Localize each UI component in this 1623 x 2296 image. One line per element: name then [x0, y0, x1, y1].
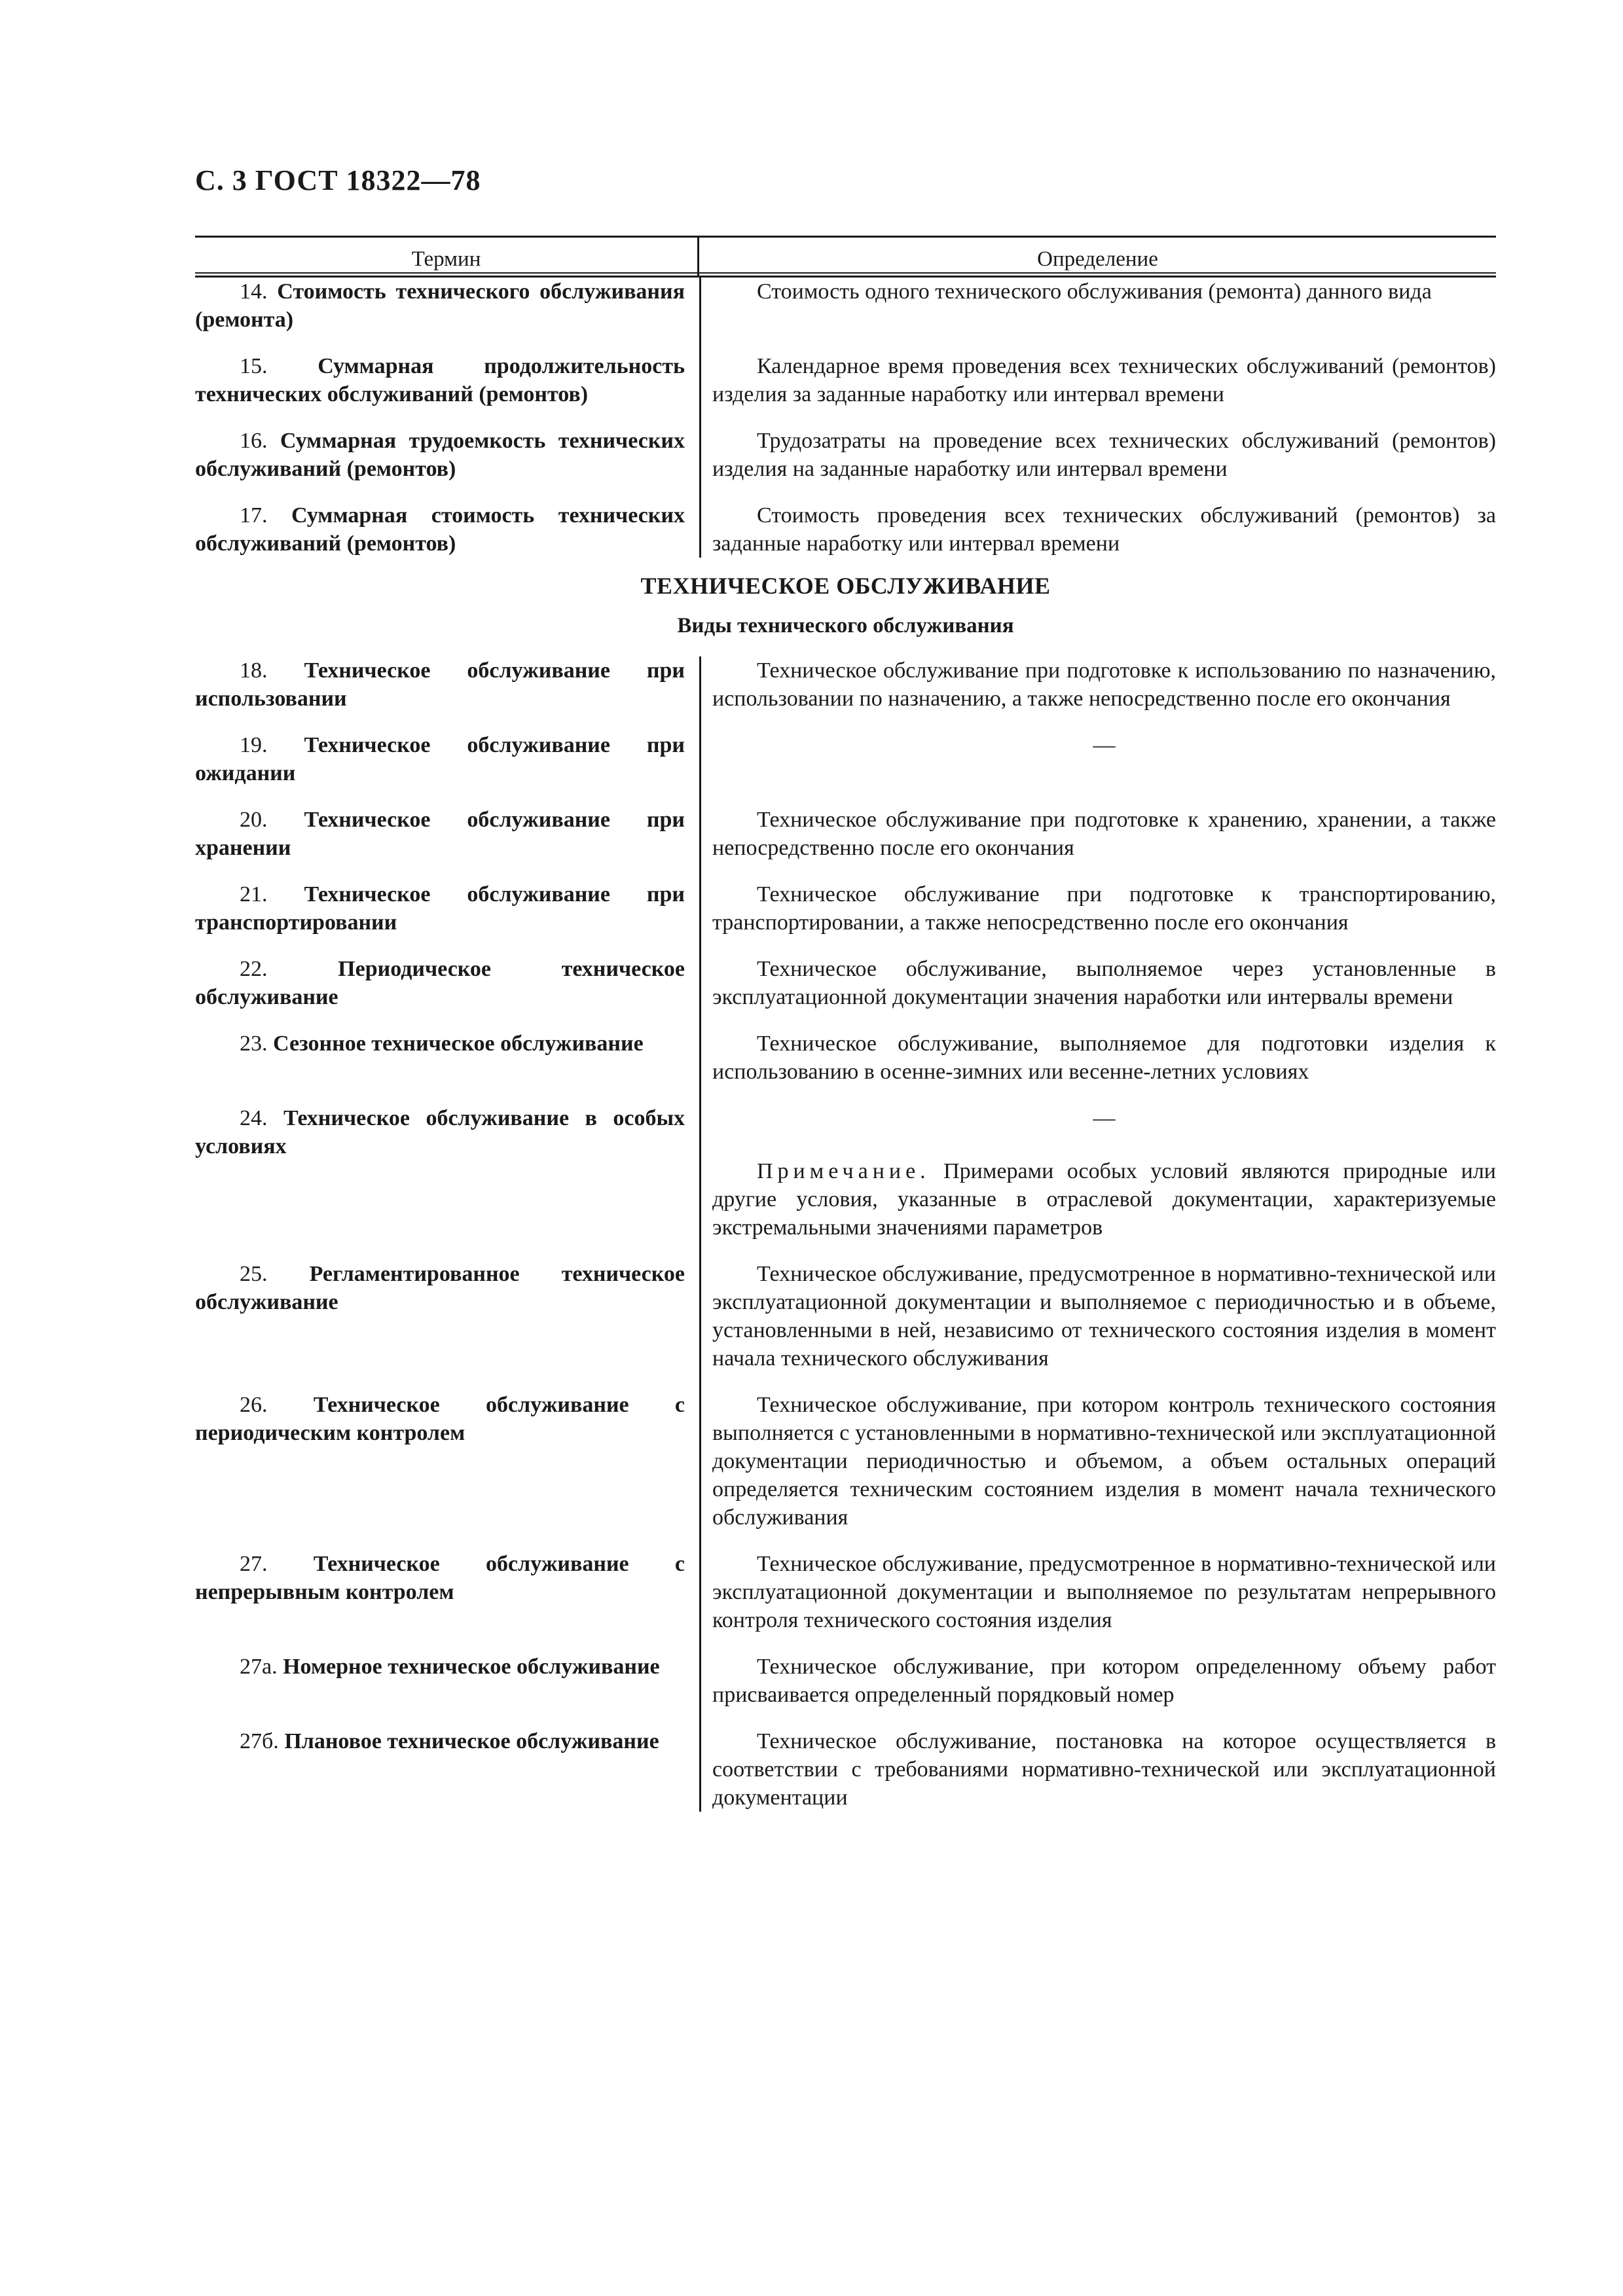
definition-cell [699, 880, 1496, 937]
term-cell [195, 806, 699, 862]
term-number: 17. [240, 503, 268, 528]
definition-cell [699, 656, 1496, 713]
term-name: Техническое обслуживание с непрерывным контролем [195, 1552, 685, 1604]
term-name: Плановое техническое обслуживание [284, 1729, 659, 1753]
table-row [195, 1104, 1496, 1242]
table-row [195, 1030, 1496, 1086]
term-name: Техническое обслуживание в особых условиях [195, 1106, 685, 1158]
term-cell [195, 731, 699, 787]
definition-cell [699, 1030, 1496, 1086]
term-name: Стоимость технического обслуживания (ремонта) [195, 279, 685, 332]
term-number: 27б. [240, 1729, 279, 1753]
term-cell [195, 352, 699, 408]
definition-cell [699, 731, 1496, 787]
rows-group-2 [195, 656, 1496, 1812]
section-title: ТЕХНИЧЕСКОЕ ОБСЛУЖИВАНИЕ [640, 573, 1051, 599]
term-cell [195, 278, 699, 334]
definition-text: Техническое обслуживание, постановка на которое осуществляется в соответствии с требованиями нормативно-технической или эксплуатационной документации [712, 1729, 1496, 1810]
definition-text: Календарное время проведения всех технических обслуживаний (ремонтов) изделия за заданные наработку или интервал времени [712, 354, 1496, 406]
definition-cell [699, 1260, 1496, 1372]
definition-text: Стоимость проведения всех технических обслуживаний (ремонтов) за заданные наработку или интервал времени [712, 503, 1496, 556]
definition-cell [699, 1653, 1496, 1709]
term-cell [195, 1391, 699, 1532]
term-cell [195, 1104, 699, 1242]
term-number: 15. [240, 354, 268, 378]
term-number: 14. [240, 279, 268, 304]
term-number: 16. [240, 429, 268, 453]
term-cell [195, 1550, 699, 1634]
definition-cell [699, 352, 1496, 408]
definition-cell [699, 1104, 1496, 1242]
term-cell [195, 1653, 699, 1709]
term-number: 19. [240, 733, 268, 757]
term-name: Техническое обслуживание с периодическим контролем [195, 1393, 685, 1445]
definition-text: Техническое обслуживание, предусмотренное в нормативно-технической или эксплуатационной документации и выполняемое с периодичностью и в объеме, установленными в ней, независимо от технического состояния изделия в момент начала технического обслуживания [712, 1262, 1496, 1371]
definition-note [699, 1157, 1496, 1242]
table-row [195, 427, 1496, 483]
definition-text: Трудозатраты на проведение всех технических обслуживаний (ремонтов) изделия на заданные наработку или интервал времени [712, 429, 1496, 481]
table-row [195, 955, 1496, 1011]
term-cell [195, 880, 699, 937]
rows-group-1 [195, 278, 1496, 558]
term-name: Сезонное техническое обслуживание [273, 1031, 644, 1056]
table-row [195, 656, 1496, 713]
definition-text: Техническое обслуживание, предусмотренное в нормативно-технической или эксплуатационной документации и выполняемое по результатам непрерывного контроля технического состояния изделия [712, 1552, 1496, 1632]
definition-text: Техническое обслуживание, выполняемое для подготовки изделия к использованию в осенне-зимних или весенне-летних условиях [712, 1031, 1496, 1084]
definition-cell [699, 1550, 1496, 1634]
term-cell [195, 1030, 699, 1086]
table-body-part-2 [195, 656, 1496, 1812]
definition-text: Техническое обслуживание при подготовке к хранению, хранении, а также непосредственно после его окончания [712, 808, 1496, 860]
definition-cell [699, 1391, 1496, 1532]
term-number: 24. [240, 1106, 268, 1130]
term-name: Техническое обслуживание при использовании [195, 658, 685, 711]
definition-cell [699, 1727, 1496, 1812]
term-number: 18. [240, 658, 268, 683]
term-name: Номерное техническое обслуживание [283, 1655, 660, 1679]
table-row [195, 1391, 1496, 1532]
term-cell [195, 1727, 699, 1812]
term-name: Суммарная трудоемкость технических обслуживаний (ремонтов) [195, 429, 685, 481]
term-name: Периодическое техническое обслуживание [195, 957, 685, 1009]
term-cell [195, 501, 699, 558]
section-subtitle: Виды технического обслуживания [677, 614, 1014, 637]
definition-text: — [1093, 1106, 1116, 1130]
table-row [195, 731, 1496, 787]
definition-cell [699, 806, 1496, 862]
term-number: 27а. [240, 1655, 278, 1679]
definition-cell [699, 427, 1496, 483]
term-number: 25. [240, 1262, 268, 1286]
definition-text: — [1093, 733, 1116, 757]
definition-text: Техническое обслуживание, при котором контроль технического состояния выполняется с установленными в нормативно-технической или эксплуатационной документации периодичностью и объемом, а объем остальных операций определяется техническим состоянием изделия в момент начала технического обслуживания [712, 1393, 1496, 1530]
term-cell [195, 656, 699, 713]
definition-text: Техническое обслуживание при подготовке к использованию по назначению, использовании по назначению, а также непосредственно после его окончания [712, 658, 1496, 711]
table-row [195, 501, 1496, 558]
column-divider [699, 656, 701, 1812]
note-label: Примечание. [757, 1159, 930, 1183]
term-cell [195, 427, 699, 483]
page-header: С. 3 ГОСТ 18322—78 [195, 164, 481, 196]
note-text: Примерами особых условий являются природные или другие условия, указанные в отраслевой документации, характеризуемые экстремальными значениями параметров [712, 1159, 1497, 1240]
definition-text: Стоимость одного технического обслуживания (ремонта) данного вида [757, 279, 1432, 304]
table-row [195, 352, 1496, 408]
term-name: Техническое обслуживание при хранении [195, 808, 685, 860]
table-row [195, 1550, 1496, 1634]
term-cell [195, 955, 699, 1011]
definition-text: Техническое обслуживание при подготовке к транспортированию, транспортировании, а также непосредственно после его окончания [712, 882, 1496, 935]
table-row [195, 806, 1496, 862]
table-row [195, 278, 1496, 334]
definition-cell [699, 278, 1496, 334]
column-header-term: Термин [195, 238, 699, 276]
table-row [195, 880, 1496, 937]
table-body-part-1 [195, 278, 1496, 558]
column-divider [699, 278, 701, 558]
term-name: Регламентированное техническое обслуживание [195, 1262, 685, 1314]
term-cell [195, 1260, 699, 1372]
table-header-row [195, 238, 1496, 278]
term-number: 23. [240, 1031, 268, 1056]
definition-cell [699, 955, 1496, 1011]
table-row [195, 1653, 1496, 1709]
table-row [195, 1727, 1496, 1812]
term-name: Суммарная стоимость технических обслуживаний (ремонтов) [195, 503, 685, 556]
term-name: Техническое обслуживание при ожидании [195, 733, 685, 785]
term-name: Суммарная продолжительность технических обслуживаний (ремонтов) [195, 354, 685, 406]
term-number: 22. [240, 957, 268, 981]
definition-text: Техническое обслуживание, выполняемое через установленные в эксплуатационной документации значения наработки или интервалы времени [712, 957, 1496, 1009]
terms-table [195, 236, 1496, 1812]
term-number: 21. [240, 882, 268, 906]
definition-text: Техническое обслуживание, при котором определенному объему работ присваивается определенный порядковый номер [712, 1655, 1496, 1707]
column-header-definition: Определение [1037, 247, 1158, 271]
term-number: 27. [240, 1552, 268, 1576]
table-row [195, 1260, 1496, 1372]
term-number: 20. [240, 808, 268, 832]
definition-cell [699, 501, 1496, 558]
term-name: Техническое обслуживание при транспортировании [195, 882, 685, 935]
term-number: 26. [240, 1393, 268, 1417]
